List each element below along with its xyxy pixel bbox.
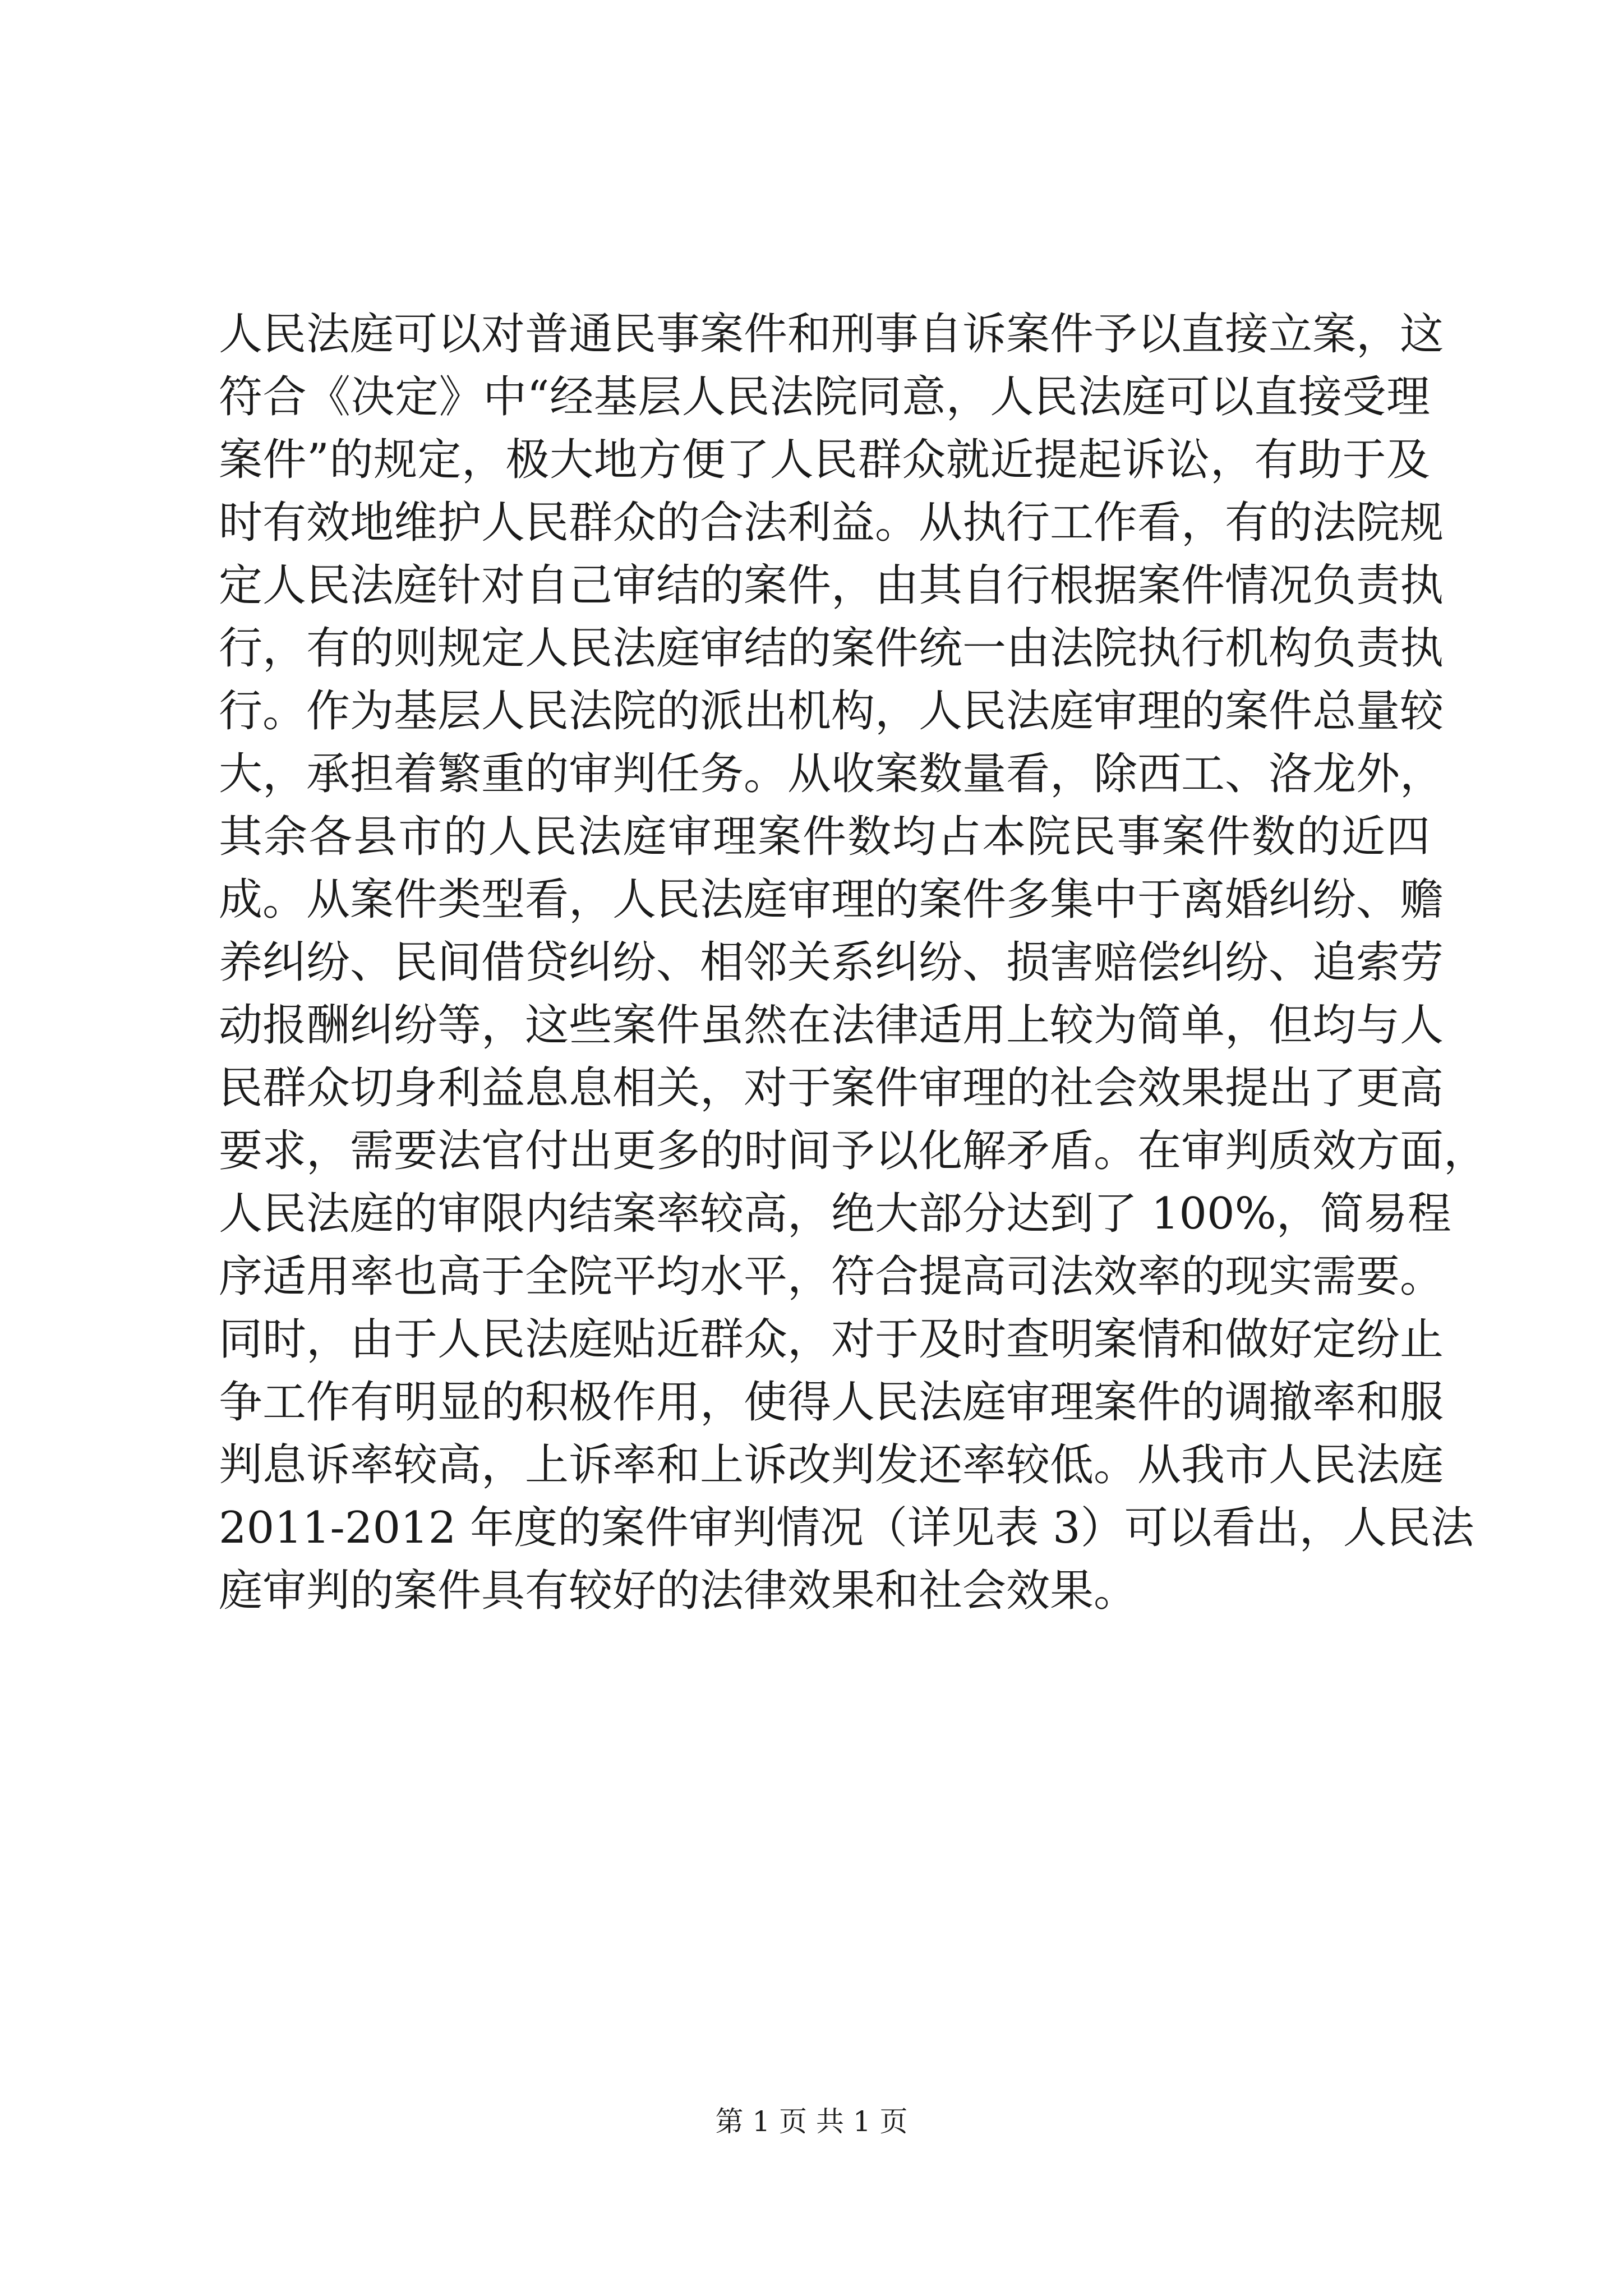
text-line: 判息诉率较高，上诉率和上诉改判发还率较低。从我市人民法庭 — [219, 1440, 1444, 1490]
page-number-footer: 第 1 页 共 1 页 — [715, 2105, 908, 2138]
text-line: 案件”的规定，极大地方便了人民群众就近提起诉讼，有助于及 — [219, 435, 1430, 485]
text-line: 其余各县市的人民法庭审理案件数均占本院民事案件数的近四 — [219, 812, 1430, 862]
text-line: 定人民法庭针对自己审结的案件，由其自行根据案件情况负责执 — [219, 560, 1444, 611]
text-line: 2011-2012 年度的案件审判情况（详见表 3）可以看出，人民法 — [219, 1503, 1474, 1553]
text-line: 民群众切身利益息息相关，对于案件审理的社会效果提出了更高 — [219, 1063, 1444, 1114]
text-line-last: 庭审判的案件具有较好的法律效果和社会效果。 — [219, 1566, 1138, 1616]
text-line: 养纠纷、民间借贷纠纷、相邻关系纠纷、损害赔偿纠纷、追索劳 — [219, 937, 1444, 988]
text-line: 时有效地维护人民群众的合法利益。从执行工作看，有的法院规 — [219, 498, 1444, 548]
text-line: 要求，需要法官付出更多的时间予以化解矛盾。在审判质效方面， — [219, 1126, 1488, 1176]
text-line: 同时，由于人民法庭贴近群众，对于及时查明案情和做好定纷止 — [219, 1314, 1444, 1365]
text-line: 符合《决定》中“经基层人民法院同意，人民法庭可以直接受理 — [219, 372, 1430, 422]
text-line: 行，有的则规定人民法庭审结的案件统一由法院执行机构负责执 — [219, 623, 1444, 674]
text-line: 争工作有明显的积极作用，使得人民法庭审理案件的调撤率和服 — [219, 1377, 1444, 1428]
text-line: 动报酬纠纷等，这些案件虽然在法律适用上较为简单，但均与人 — [219, 1000, 1444, 1051]
body-paragraph — [219, 304, 1488, 1623]
text-line: 序适用率也高于全院平均水平，符合提高司法效率的现实需要。 — [219, 1251, 1444, 1302]
text-line: 人民法庭的审限内结案率较高，绝大部分达到了 100%，简易程 — [219, 1189, 1451, 1239]
text-line: 行。作为基层人民法院的派出机构，人民法庭审理的案件总量较 — [219, 686, 1444, 737]
text-line: 人民法庭可以对普通民事案件和刑事自诉案件予以直接立案，这 — [219, 309, 1444, 360]
text-line: 大，承担着繁重的审判任务。从收案数量看，除西工、洛龙外， — [219, 749, 1444, 799]
text-line: 成。从案件类型看，人民法庭审理的案件多集中于离婚纠纷、赡 — [219, 875, 1444, 925]
